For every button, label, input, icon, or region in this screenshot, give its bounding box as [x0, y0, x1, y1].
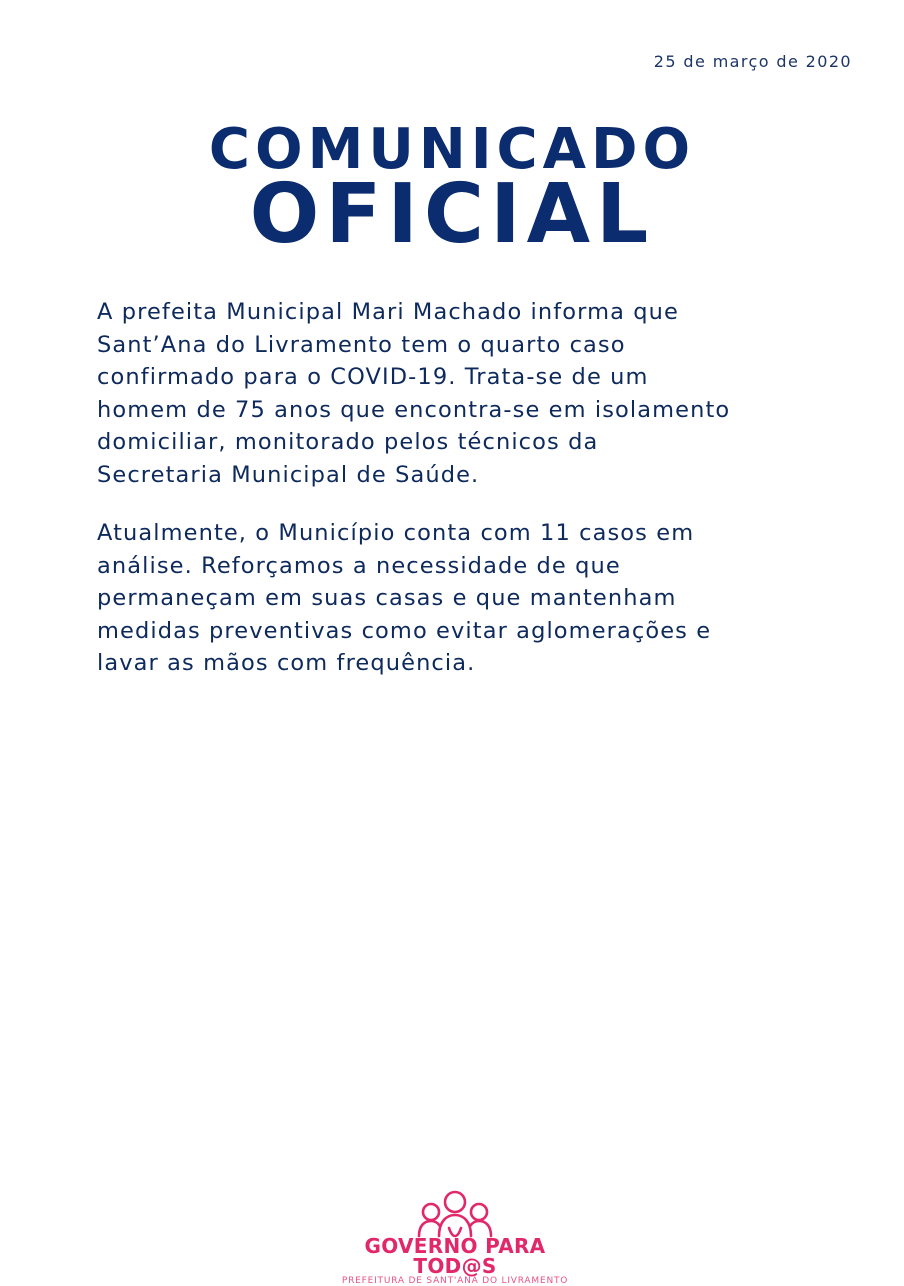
paragraph-2	[97, 517, 837, 680]
three-people-outline-icon	[320, 1188, 590, 1238]
paragraph-line: confirmado para o COVID-19. Trata-se de um	[97, 364, 649, 391]
footer-logo	[320, 1188, 590, 1286]
paragraph-line: análise. Reforçamos a necessidade de que	[97, 552, 621, 579]
paragraph-line: Sant’Ana do Livramento tem o quarto caso	[97, 331, 626, 358]
brand-name: GOVERNO PARA TOD@S	[364, 1234, 546, 1278]
paragraph-line: domiciliar, monitorado pelos técnicos da	[97, 429, 599, 456]
paragraph-line: A prefeita Municipal Mari Machado informa que	[97, 299, 679, 325]
title-oficial: OFICIAL	[249, 167, 655, 262]
paragraph-line: permaneçam em suas casas e que mantenham	[97, 585, 677, 612]
paragraph-line: lavar as mãos com frequência.	[97, 650, 476, 677]
paragraph-line: medidas preventivas como evitar aglomerações e	[97, 617, 712, 644]
paragraph-line: homem de 75 anos que encontra-se em isolamento	[97, 396, 731, 423]
paragraph-1	[97, 296, 837, 492]
paragraph-line: Secretaria Municipal de Saúde.	[97, 461, 480, 488]
date: 25 de março de 2020	[653, 52, 852, 71]
paragraph-line: Atualmente, o Município conta com 11 casos em	[97, 520, 695, 546]
brand-subtitle: PREFEITURA DE SANT'ANA DO LIVRAMENTO	[341, 1276, 569, 1286]
title-comunicado: COMUNICADO	[208, 117, 696, 182]
